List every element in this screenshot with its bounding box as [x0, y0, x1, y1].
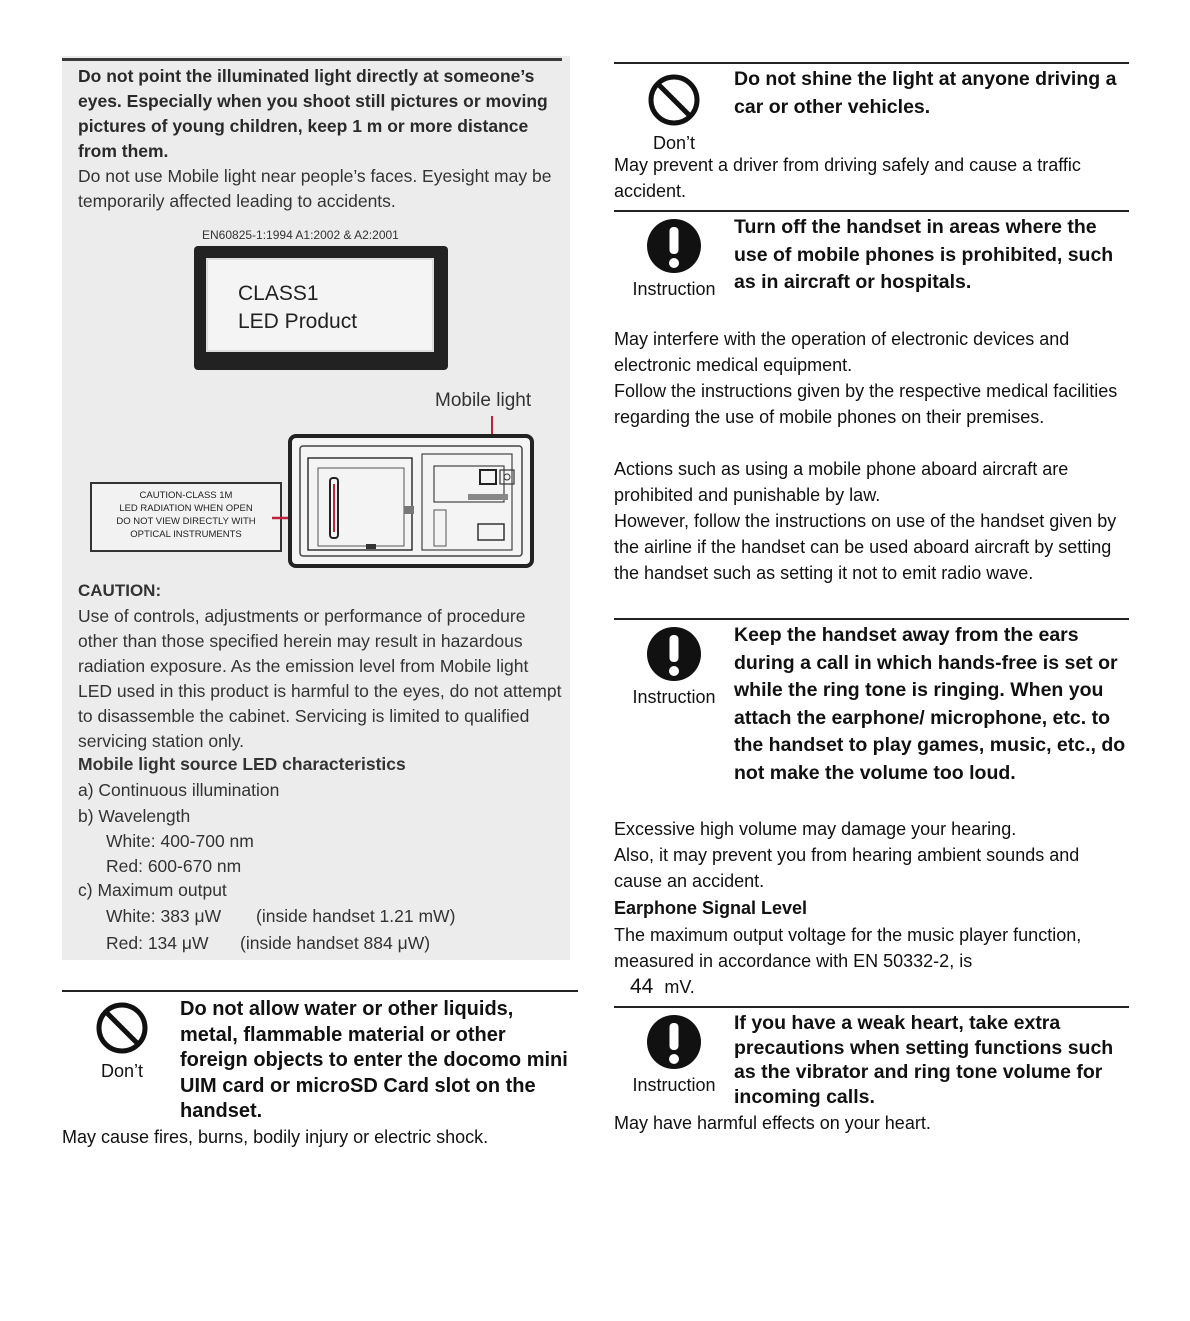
- instruction-icon-box: [624, 218, 724, 299]
- voltage-value: 44: [630, 975, 654, 998]
- caution-text: Use of controls, adjustments or performance of procedure other than those specified herein may result in hazardous radiation exposure. As the emission level from Mobile light LED used in this product is harmful to the eyes, do not attempt to disassemble the cabinet. Servicing is limited to qualified servicing station only.: [78, 606, 562, 751]
- instruction-icon-box: [624, 1014, 724, 1095]
- red-wavelength: Red: 600-670 nm: [106, 856, 242, 876]
- white-output-inside: (inside handset 1.21 mW): [256, 906, 456, 926]
- exclamation-icon: [646, 218, 702, 274]
- characteristics-title: Mobile light source LED characteristics: [78, 754, 406, 774]
- ears-warning-heading: Keep the handset away from the ears during a call in which hands-free is set or while the ring tone is ringing. When you attach the earphone/ microphone, etc. to the handset to play games, music, etc., do not make the volume too loud.: [734, 624, 1126, 784]
- white-wavelength: White: 400-700 nm: [106, 831, 254, 851]
- char-item-c: c) Maximum output: [78, 880, 227, 900]
- white-output: White: 383 μW: [106, 906, 222, 926]
- char-item-b: b) Wavelength: [78, 806, 191, 826]
- dont-icon-box: [624, 72, 724, 153]
- prohibition-icon: [94, 1000, 150, 1056]
- prohibition-icon: [646, 72, 702, 128]
- driver-warning-body: May prevent a driver from driving safely and cause a traffic accident.: [614, 155, 1081, 201]
- laser-safety-panel: [62, 56, 570, 960]
- instruction-label: Instruction: [632, 279, 716, 299]
- section-rule: [614, 210, 1129, 212]
- led-product-text: LED Product: [238, 310, 358, 333]
- earphone-signal-body: The maximum output voltage for the music player function, measured in accordance with EN 50332-2, is: [614, 925, 1082, 971]
- handset-diagram: [272, 406, 542, 572]
- class1-label-inner: [206, 258, 434, 352]
- caution-sticker-line: DO NOT VIEW DIRECTLY WITH: [116, 516, 256, 527]
- dont-label: Don’t: [100, 1061, 144, 1081]
- section-rule: [614, 618, 1129, 620]
- class1-label-frame: [194, 246, 448, 370]
- mobile-light-label: Mobile light: [435, 390, 532, 411]
- section-rule: [614, 62, 1129, 64]
- heart-warning-heading: If you have a weak heart, take extra precautions when setting functions such as the vibrator and ring tone volume for incoming calls.: [734, 1012, 1114, 1108]
- aircraft-warning-heading: Turn off the handset in areas where the use of mobile phones is prohibited, such as in aircraft or hospitals.: [734, 216, 1114, 293]
- instruction-icon-box: [624, 626, 724, 707]
- driver-warning-heading: Do not shine the light at anyone driving a car or other vehicles.: [734, 68, 1117, 118]
- caution-sticker-line: CAUTION-CLASS 1M: [139, 490, 233, 501]
- section-rule: [62, 990, 578, 992]
- aircraft-warning-body: May interfere with the operation of electronic devices and electronic medical equipment.: [614, 329, 1070, 375]
- caution-title: CAUTION:: [78, 581, 162, 600]
- caution-sticker: [90, 482, 282, 552]
- earphone-signal-value: [630, 974, 695, 1000]
- standard-reference: EN60825-1:1994 A1:2002 & A2:2001: [202, 228, 399, 242]
- red-output-inside: (inside handset 884 μW): [240, 933, 431, 953]
- exclamation-icon: [646, 626, 702, 682]
- water-warning-body: May cause fires, burns, bodily injury or electric shock.: [62, 1127, 489, 1147]
- aircraft-warning-body: Follow the instructions given by the respective medical facilities regarding the use of mobile phones on their premises.: [614, 381, 1118, 427]
- char-item-a: a) Continuous illumination: [78, 780, 280, 800]
- eye-warning-heading: Do not point the illuminated light directly at someone’s eyes. Especially when you shoot still pictures or moving pictures of young children, keep 1 m or more distance from them.: [78, 66, 548, 161]
- section-rule: [614, 1006, 1129, 1008]
- earphone-signal-subhead: Earphone Signal Level: [614, 898, 808, 918]
- heart-warning-body: May have harmful effects on your heart.: [614, 1113, 931, 1133]
- ears-warning-body: Also, it may prevent you from hearing ambient sounds and cause an accident.: [614, 845, 1080, 891]
- dont-label: Don’t: [652, 133, 696, 153]
- instruction-label: Instruction: [632, 687, 716, 707]
- instruction-label: Instruction: [632, 1075, 716, 1095]
- dont-icon-box: [72, 1000, 172, 1081]
- ears-warning-body: Excessive high volume may damage your hearing.: [614, 819, 1017, 839]
- water-warning-heading: Do not allow water or other liquids, metal, flammable material or other foreign objects to enter the docomo mini UIM card or microSD Card slot on the handset.: [180, 998, 568, 1122]
- voltage-unit: mV.: [664, 977, 695, 997]
- caution-sticker-line: OPTICAL INSTRUMENTS: [130, 529, 242, 540]
- aircraft-warning-body: Actions such as using a mobile phone aboard aircraft are prohibited and punishable by law.: [614, 459, 1069, 505]
- aircraft-warning-body: However, follow the instructions on use of the handset given by the airline if the handset can be used aboard aircraft by setting the handset such as setting it not to emit radio wave.: [614, 511, 1117, 583]
- red-output: Red: 134 μW: [106, 933, 209, 953]
- panel-top-rule: [62, 58, 562, 61]
- class1-text: CLASS1: [238, 282, 319, 305]
- face-warning-text: Do not use Mobile light near people’s faces. Eyesight may be temporarily affected leading to accidents.: [78, 166, 552, 211]
- caution-sticker-line: LED RADIATION WHEN OPEN: [119, 503, 253, 514]
- exclamation-icon: [646, 1014, 702, 1070]
